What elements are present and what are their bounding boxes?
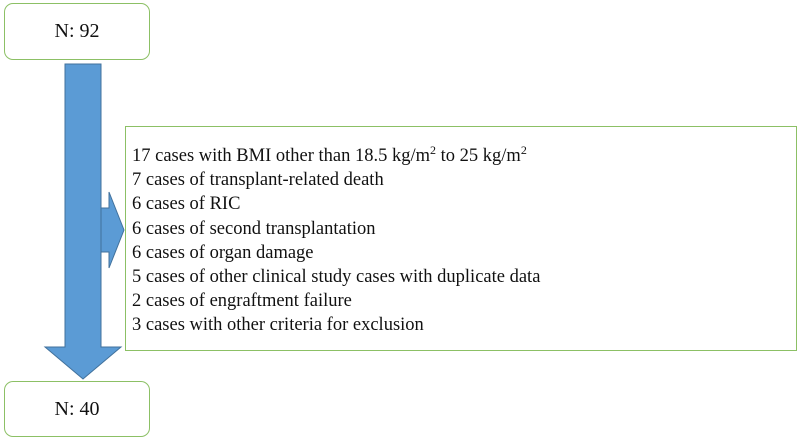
final-count-label: N: 40	[54, 397, 100, 420]
start-count-label: N: 92	[54, 20, 100, 42]
bmi-text-middle: to 25 kg/m	[436, 146, 521, 166]
branch-arrow	[101, 192, 124, 268]
exclusion-criteria-box	[125, 126, 797, 351]
exclusion-item: 5 cases of other clinical study cases with duplicate data	[132, 267, 541, 288]
exclusion-item-bmi	[132, 144, 796, 168]
start-count-box	[4, 3, 150, 60]
bmi-superscript-1: 2	[430, 142, 437, 157]
bmi-text-prefix: 17 cases with BMI other than 18.5 kg/m	[132, 146, 431, 166]
exclusion-item: 2 cases of engraftment failure	[132, 291, 352, 312]
exclusion-item: 3 cases with other criteria for exclusion	[132, 315, 424, 336]
exclusion-item: 6 cases of organ damage	[132, 242, 314, 263]
exclusion-item: 6 cases of second transplantation	[132, 218, 376, 239]
exclusion-item: 6 cases of RIC	[132, 194, 241, 215]
exclusion-item: 7 cases of transplant-related death	[132, 170, 384, 191]
bmi-superscript-2: 2	[520, 142, 527, 157]
final-count-box	[4, 381, 150, 437]
